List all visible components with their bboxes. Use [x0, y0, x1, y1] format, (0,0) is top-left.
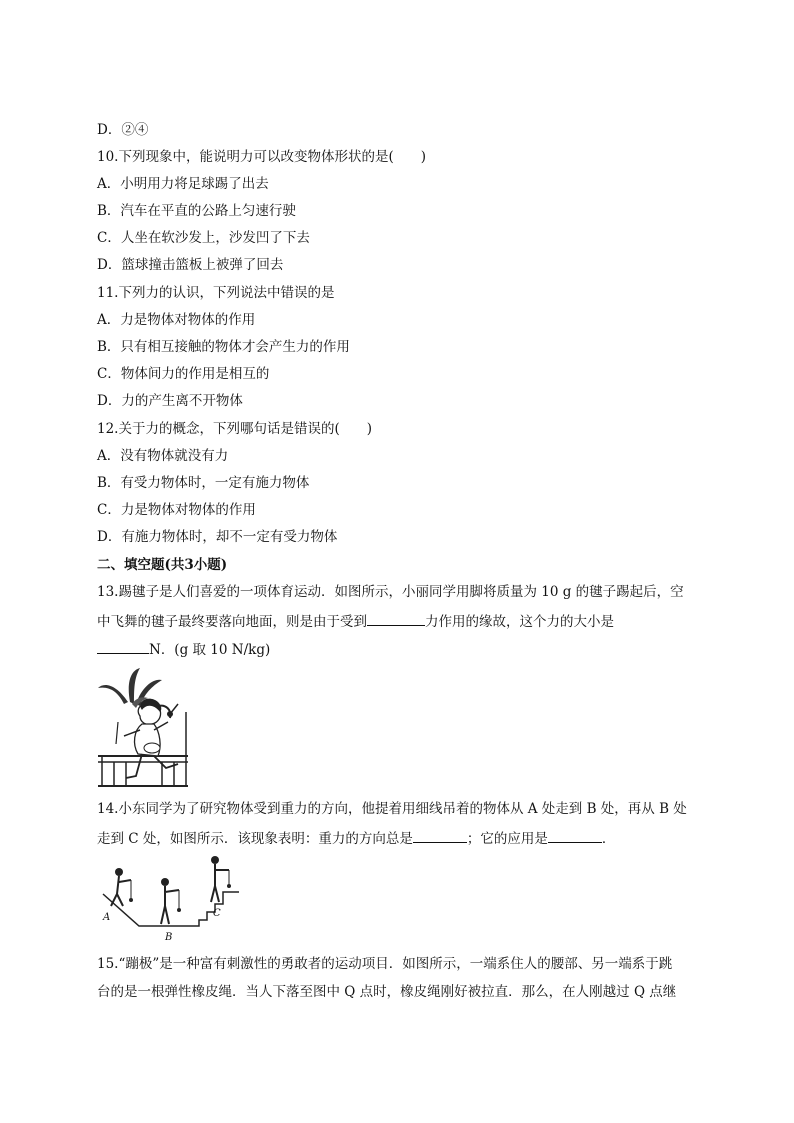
- figure-label-c: C: [213, 908, 221, 919]
- question-14-line-1: 14.小东同学为了研究物体受到重力的方向，他提着用细线吊着的物体从 A 处走到 B 处，再从 B 处: [97, 801, 687, 817]
- question-11: 11.下列力的认识，下列说法中错误的是: [97, 285, 335, 301]
- question-10-option-a: A．小明用力将足球踢了出去: [97, 176, 269, 192]
- answer-blank-13-2[interactable]: [97, 639, 149, 654]
- answer-blank-14-1[interactable]: [413, 828, 467, 843]
- question-14-line-2: [97, 828, 615, 848]
- question-11-option-c: C．物体间力的作用是相互的: [97, 366, 270, 382]
- question-13-text-b: 力作用的缘故，这个力的大小是: [425, 614, 614, 630]
- question-15-line-2: 台的是一根弹性橡皮绳．当人下落至图中 Q 点时，橡皮绳刚好被拉直．那么，在人刚越过 Q 点继: [97, 984, 677, 1000]
- question-12: 12.关于力的概念，下列哪句话是错误的( ): [97, 421, 373, 437]
- question-11-option-b: B．只有相互接触的物体才会产生力的作用: [97, 339, 350, 355]
- question-12-option-a: A．没有物体就没有力: [97, 448, 229, 464]
- question-13-text-c: N．(g 取 10 N/kg): [149, 642, 271, 658]
- question-12-option-c: C．力是物体对物体的作用: [97, 502, 256, 518]
- answer-blank-14-2[interactable]: [548, 828, 602, 843]
- answer-blank-13-1[interactable]: [367, 611, 425, 626]
- shuttlecock-kick-figure: [96, 664, 190, 790]
- gravity-direction-figure: [99, 854, 245, 944]
- question-10-option-d: D．篮球撞击篮板上被弹了回去: [97, 257, 284, 273]
- option-d-previous: D．②④: [97, 122, 149, 138]
- figure-label-b: B: [165, 932, 173, 943]
- question-15-line-1: 15.“蹦极”是一种富有刺激性的勇敢者的运动项目．如图所示，一端系住人的腰部、另一端系于跳: [97, 956, 673, 972]
- question-12-option-d: D．有施力物体时，却不一定有受力物体: [97, 529, 338, 545]
- question-13-text-a: 中飞舞的毽子最终要落向地面，则是由于受到: [97, 614, 367, 630]
- question-13-line-3: [97, 639, 270, 659]
- question-11-option-a: A．力是物体对物体的作用: [97, 312, 256, 328]
- question-14-text-b: ；它的应用是: [466, 831, 548, 847]
- question-11-option-d: D．力的产生离不开物体: [97, 393, 243, 409]
- section-heading-fill-in: 二、填空题(共3小题): [97, 557, 228, 573]
- question-13-line-1: 13.踢毽子是人们喜爱的一项体育运动．如图所示，小丽同学用脚将质量为 10 g 的毽子踢起后，空: [97, 584, 684, 600]
- question-12-option-b: B．有受力物体时，一定有施力物体: [97, 475, 310, 491]
- question-14-text-c: ．: [601, 831, 616, 847]
- question-10-option-c: C．人坐在软沙发上，沙发凹了下去: [97, 230, 310, 246]
- figure-label-a: A: [103, 912, 111, 923]
- question-14-text-a: 走到 C 处，如图所示．该现象表明：重力的方向总是: [97, 831, 413, 847]
- question-10-option-b: B．汽车在平直的公路上匀速行驶: [97, 203, 296, 219]
- question-13-line-2: [97, 611, 614, 631]
- question-10: 10.下列现象中，能说明力可以改变物体形状的是( ): [97, 149, 427, 165]
